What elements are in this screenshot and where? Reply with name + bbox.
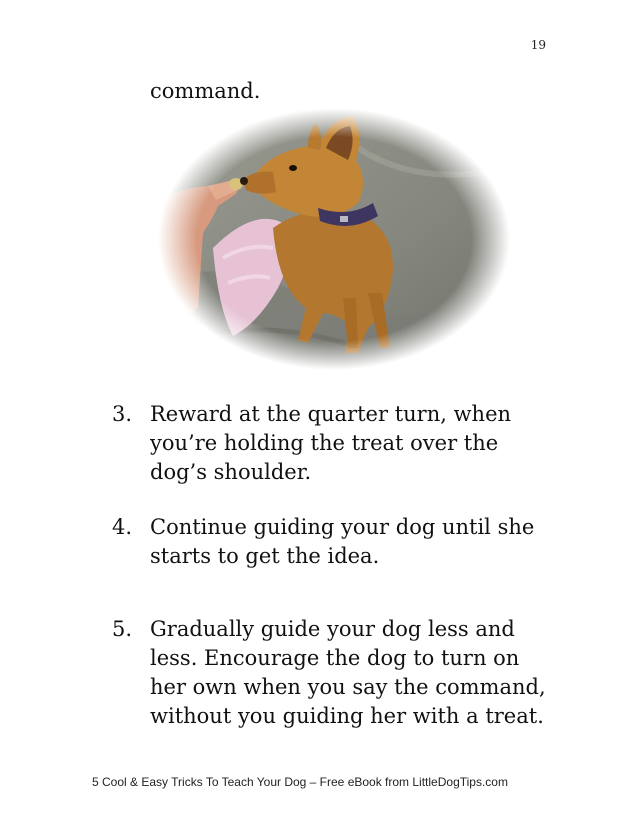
list-item	[100, 400, 560, 487]
list-item	[100, 615, 560, 731]
dog-treat-photo-icon	[158, 108, 510, 370]
steps-list	[100, 400, 560, 731]
step-text: Reward at the quarter turn, when you’re holding the treat over the dog’s shoulder.	[150, 402, 512, 484]
list-item	[100, 513, 560, 571]
page-number: 19	[530, 38, 546, 52]
page-footer: 5 Cool & Easy Tricks To Teach Your Dog – Free eBook from LittleDogTips.com	[92, 775, 508, 789]
step-number: 3.	[112, 402, 133, 426]
step-text: Gradually guide your dog less and less. Encourage the dog to turn on her own when you say the command, without you guiding her with a treat.	[150, 617, 546, 728]
step-number: 4.	[112, 515, 133, 539]
continuation-text: command.	[150, 79, 261, 103]
step-number: 5.	[112, 617, 133, 641]
dog-photo	[158, 108, 510, 370]
step-text: Continue guiding your dog until she starts to get the idea.	[150, 515, 535, 568]
